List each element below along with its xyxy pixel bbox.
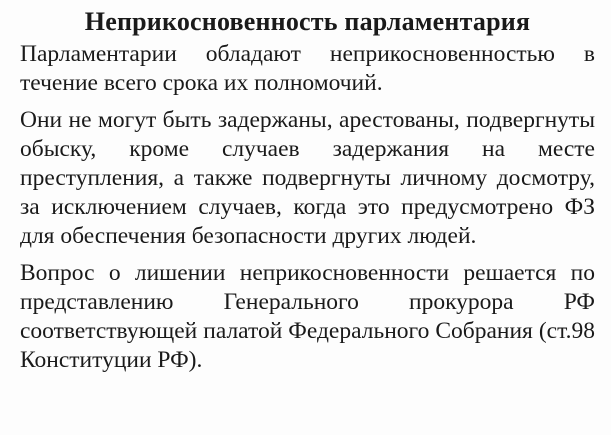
paragraph-immunity-removal: Вопрос о лишении неприкосновенности решается по представлению Генерального прокурора РФ соответствующей палатой Федерального Собрания (ст.98 Конституции РФ).: [20, 260, 595, 373]
slide-title: Неприкосновенность парламентария: [84, 7, 531, 36]
paragraph-detention-exceptions: Они не могут быть задержаны, арестованы, подвергнуты обыску, кроме случаев задержания на месте преступления, а также подвергнуты личному досмотру, за исключением случаев, когда это предусмотрено ФЗ для обеспечения безопасности других людей.: [20, 107, 595, 249]
paragraph-immunity-term: Парламентарии обладают неприкосновенностью в течение всего срока их полномочий.: [20, 41, 595, 96]
